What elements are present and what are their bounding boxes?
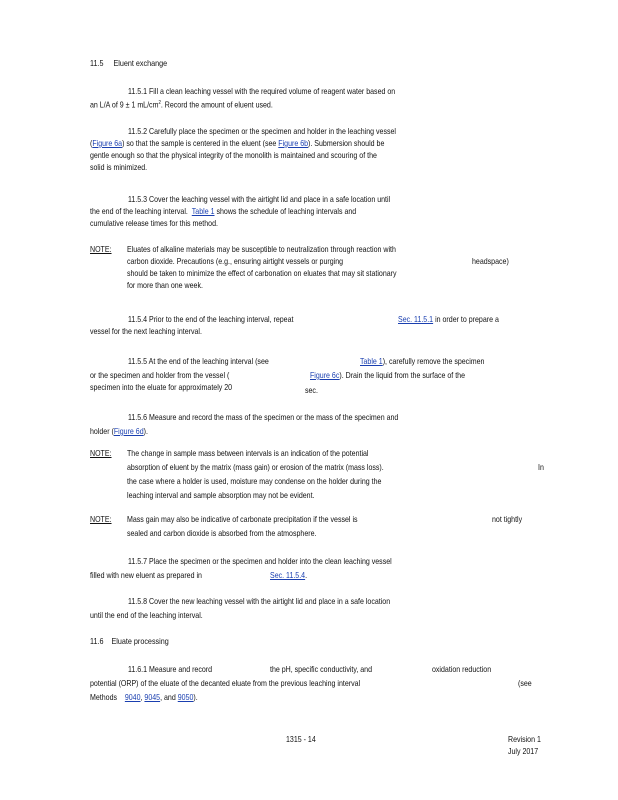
section-heading-11-5 <box>90 58 167 69</box>
note-label: NOTE: <box>90 245 112 254</box>
para-11-6-1-line2a: potential (ORP) of the eluate of the decanted eluate from the previous leaching interval <box>90 679 361 688</box>
para-11-6-1-line2b: (see <box>518 679 532 688</box>
para-11-5-8-line1: 11.5.8 Cover the new leaching vessel with the airtight lid and place in a safe location <box>128 597 391 606</box>
note1-line4: for more than one week. <box>127 281 203 290</box>
para-11-5-5-line1-link: Table 1), carefully remove the specimen <box>360 357 485 366</box>
para-11-5-4-line1-link: Sec. 11.5.1 in order to prepare a <box>398 315 499 324</box>
para-11-5-5-line3a: specimen into the eluate for approximately 20 <box>90 383 233 392</box>
figure-6d-link[interactable]: Figure 6d <box>113 427 144 436</box>
note3-line1a: Mass gain may also be indicative of carbonate precipitation if the vessel is <box>127 515 358 524</box>
note1-line2b: headspace) <box>472 257 509 266</box>
note3-line2: sealed and carbon dioxide is absorbed from the atmosphere. <box>127 529 317 538</box>
para-11-5-7-line2-link: Sec. 11.5.4. <box>270 571 308 580</box>
figure-6a-link[interactable]: Figure 6a <box>92 139 123 148</box>
note2-line2a: absorption of eluent by the matrix (mass gain) or erosion of the matrix (mass loss). <box>127 463 384 472</box>
para-11-6-1-line1a: 11.6.1 Measure and record <box>128 665 213 674</box>
para-11-5-2-line2: (Figure 6a) so that the sample is centered in the eluent (see Figure 6b). Submersion should be <box>90 139 385 148</box>
para-11-5-8-line2: until the end of the leaching interval. <box>90 611 203 620</box>
note1-line3: should be taken to minimize the effect of carbonation on eluates that may sit stationary <box>127 269 397 278</box>
para-11-5-7-line2: filled with new eluent as prepared in <box>90 571 202 580</box>
para-11-5-3-line3: cumulative release times for this method. <box>90 219 218 228</box>
method-9040-link[interactable]: 9040 <box>124 693 141 702</box>
figure-6c-link[interactable]: Figure 6c <box>310 371 340 380</box>
section-title: Eluent exchange <box>113 58 168 68</box>
revision-label: Revision 1 <box>508 735 541 744</box>
para-11-5-4-line1: 11.5.4 Prior to the end of the leaching interval, repeat <box>128 315 294 324</box>
para-11-5-5-line1: 11.5.5 At the end of the leaching interval (see <box>128 357 269 366</box>
section-number: 11.6 <box>90 636 104 646</box>
para-11-5-5-line2-link: Figure 6c). Drain the liquid from the surface of the <box>310 371 466 380</box>
page-number: 1315 - 14 <box>286 735 316 744</box>
para-11-5-5-line2: or the specimen and holder from the vessel ( <box>90 371 230 380</box>
para-11-5-2-line3: gentle enough so that the physical integrity of the monolith is maintained and scouring of the <box>90 151 377 160</box>
section-heading-11-6 <box>90 636 169 647</box>
note1-line2a: carbon dioxide. Precautions (e.g., ensuring airtight vessels or purging <box>127 257 344 266</box>
note3-line1b: not tightly <box>492 515 523 524</box>
note2-line1: The change in sample mass between intervals is an indication of the potential <box>127 449 369 458</box>
note-label: NOTE: <box>90 515 112 524</box>
table-1-link[interactable]: Table 1 <box>191 207 215 216</box>
para-11-5-1-line2: an L/A of 9 ± 1 $mL/cm^2$. Record the amount of eluent used. <box>90 100 273 110</box>
para-11-5-3-line2: the end of the leaching interval. Table 1 shows the schedule of leaching intervals and <box>90 207 357 216</box>
table-1-link-2[interactable]: Table 1 <box>360 357 383 366</box>
note-label: NOTE: <box>90 449 112 458</box>
method-9045-link[interactable]: 9045 <box>144 693 161 702</box>
note1-line1: Eluates of alkaline materials may be susceptible to neutralization through reaction with <box>127 245 396 254</box>
para-11-5-6-line1: 11.5.6 Measure and record the mass of the specimen or the mass of the specimen and <box>128 413 399 422</box>
revision-date: July 2017 <box>508 747 539 756</box>
note2-line2b: In <box>538 463 544 472</box>
para-11-6-1-line1b: the pH, specific conductivity, and <box>270 665 373 674</box>
para-11-6-1-line1c: oxidation reduction <box>432 665 492 674</box>
para-11-5-3-line1: 11.5.3 Cover the leaching vessel with the airtight lid and place in a safe location until <box>128 195 391 204</box>
para-11-5-6-line2: holder (Figure 6d). <box>90 427 148 436</box>
para-11-5-2-line1: 11.5.2 Carefully place the specimen or the specimen and holder in the leaching vessel <box>128 127 396 136</box>
section-title: Eluate processing <box>111 636 169 646</box>
sec-11-5-4-link[interactable]: Sec. 11.5.4 <box>270 571 306 580</box>
para-11-5-7-line1: 11.5.7 Place the specimen or the specimen and holder into the clean leaching vessel <box>128 557 392 566</box>
para-11-6-1-line3: Methods 9040, 9045, and 9050). <box>90 693 198 702</box>
note2-line3: the case where a holder is used, moisture may condense on the holder during the <box>127 477 382 486</box>
sec-11-5-1-link[interactable]: Sec. 11.5.1 <box>398 315 434 324</box>
note2-line4: leaching interval and sample absorption may not be evident. <box>127 491 315 500</box>
figure-6b-link[interactable]: Figure 6b <box>278 139 309 148</box>
section-number: 11.5 <box>90 58 104 68</box>
para-11-5-1-line1: 11.5.1 Fill a clean leaching vessel with the required volume of reagent water based on <box>128 87 396 96</box>
para-11-5-2-line4: solid is minimized. <box>90 163 148 172</box>
para-11-5-4-line2: vessel for the next leaching interval. <box>90 327 202 336</box>
para-11-5-5-line3b: sec. <box>305 386 318 395</box>
method-9050-link[interactable]: 9050 <box>177 693 194 702</box>
